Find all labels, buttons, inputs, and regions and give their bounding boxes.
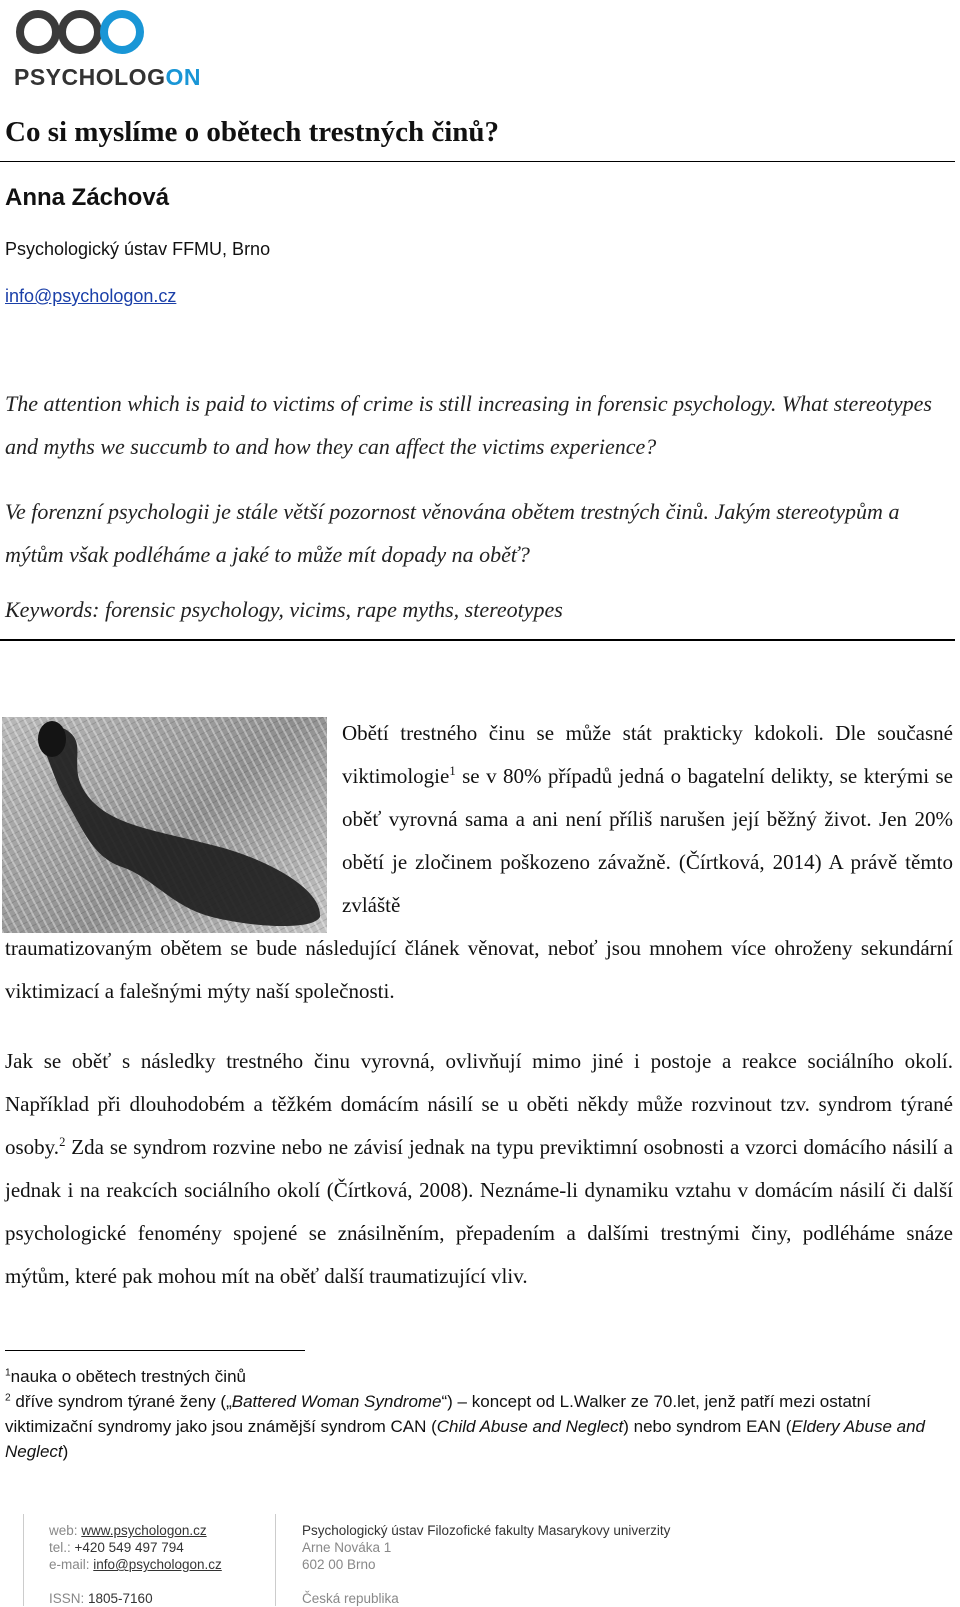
author-name: Anna Záchová — [5, 184, 170, 211]
paragraph-intro: Obětí trestného činu se může stát prakticky kdokoli. Dle současné viktimologie$^1$ se v 80% případů jedná o bagatelní delikty, se kterými se oběť vyrovná sama a ani není příliš narušen její běžný život. Jen 20% obětí je zločinem poškozeno závažně. (Čírtková, 2014) A právě těmto zvláště — [342, 721, 953, 917]
footer-divider — [23, 1514, 24, 1606]
keywords: Keywords: forensic psychology, vicims, rape myths, stereotypes — [5, 597, 563, 622]
footnote-divider — [5, 1350, 305, 1351]
article-title: Co si myslíme o obětech trestných činů? — [5, 116, 500, 148]
footer-street: Arne Nováka 1 — [302, 1540, 392, 1555]
footer-issn: 1805-7160 — [88, 1591, 153, 1606]
logo-ring-icon — [58, 10, 102, 54]
footer-city: 602 00 Brno — [302, 1557, 376, 1572]
title-divider — [0, 161, 955, 162]
keywords-divider — [0, 639, 955, 641]
abstract-czech: Ve forenzní psychologii je stále větší pozornost věnována obětem trestných činů. Jakým stereotypům a mýtům však podléháme a jaké to může mít dopady na oběť? — [5, 499, 900, 567]
paragraph-intro-continued: traumatizovaným obětem se bude následující článek věnovat, neboť jsou mnohem více ohroženy sekundární viktimizací a falešnými mýty naší společnosti. — [5, 936, 953, 1003]
psychologon-logo — [12, 6, 222, 90]
article-photo — [2, 717, 327, 933]
footer-email-link[interactable]: info@psychologon.cz — [93, 1557, 222, 1572]
footer-contacts: web: www.psychologon.cz tel.: +420 549 497 794 e-mail: info@psychologon.cz ISSN: 1805-7160 — [49, 1523, 222, 1606]
logo-wordmark: PSYCHOLOGON — [14, 64, 201, 90]
footer-institution: Psychologický ústav Filozofické fakulty Masarykovy univerzity — [302, 1523, 671, 1538]
footnote-ref-2[interactable]: 2 — [59, 1135, 66, 1149]
author-email-link[interactable]: info@psychologon.cz — [5, 286, 177, 306]
footnote-2: $^2$ dříve syndrom týrané ženy („Battered Woman Syndrome“) – koncept od L.Walker ze 70.let, jenž patří mezi ostatní viktimizační syndromy jako jsou známější syndrom CAN (Child Abuse and Neglect) nebo syndrom EAN (Eldery Abuse and Neglect) — [5, 1392, 925, 1461]
footer-phone: +420 549 497 794 — [74, 1540, 184, 1555]
footer-address — [302, 1522, 670, 1607]
logo-ring-icon — [16, 10, 60, 54]
author-affiliation: Psychologický ústav FFMU, Brno — [5, 239, 271, 259]
paragraph-second: Jak se oběť s následky trestného činu vyrovná, ovlivňují mimo jiné i postoje a reakce sociálního okolí. Například při dlouhodobém a těžkém domácím násilí se u oběti někdy může rozvinout tzv. syndrom týrané osoby.$^2$ Zda se syndrom rozvine nebo ne závisí jednak na typu previktimní osobnosti a vzorci domácího násilí a jednak i na reakcích sociálního okolí (Čírtková, 2008). Neznáme-li dynamiku vztahu v domácím násilí či další psychologické fenomény spojené se znásilněním, přepadením a dalšími trestnými činy, podléháme snáze mýtům, které pak mohou mít na oběť další traumatizující vliv. — [5, 1049, 953, 1288]
logo-ring-icon — [100, 10, 144, 54]
abstract-english: The attention which is paid to victims of crime is still increasing in forensic psychology. What stereotypes and myths we succumb to and how they can affect the victims experience? — [5, 391, 932, 459]
footer-country: Česká republika — [302, 1591, 399, 1606]
footnote-1: $^1$nauka o obětech trestných činů — [5, 1367, 246, 1386]
footer-web-link[interactable]: www.psychologon.cz — [81, 1523, 207, 1538]
shadow-figure-image — [2, 717, 327, 933]
footer-divider — [275, 1514, 276, 1606]
footnote-ref-1[interactable]: 1 — [449, 764, 456, 778]
